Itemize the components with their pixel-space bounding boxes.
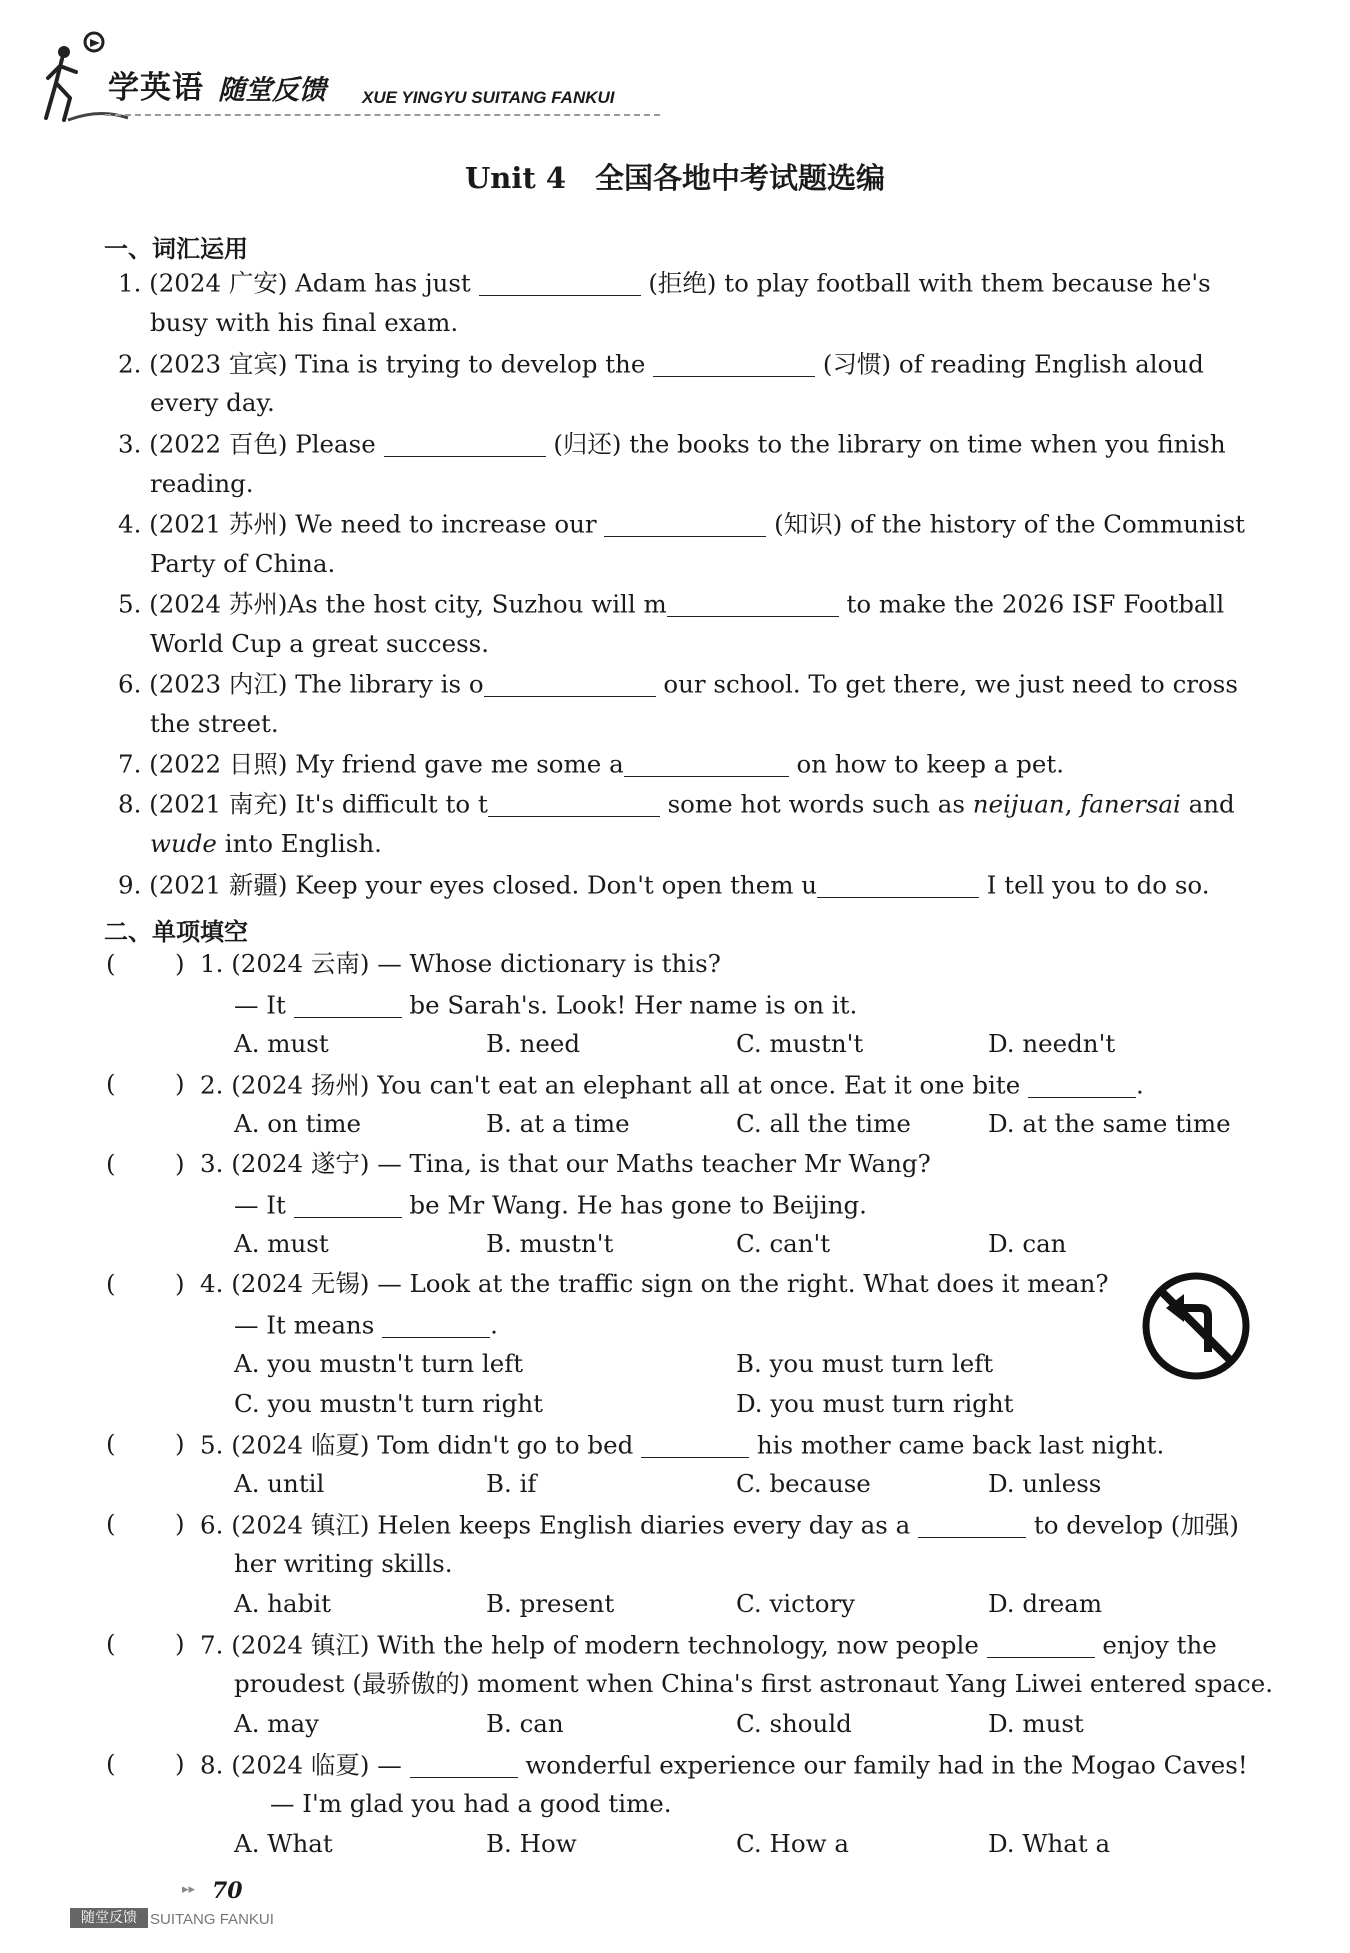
vocab-6-blank[interactable]	[484, 671, 656, 697]
mc-q7-line2: proudest (最骄傲的) moment when China's first astronaut Yang Liwei entered space.	[234, 1669, 1274, 1698]
vocab-1-text-b: (拒绝) to play football with them because he's	[648, 268, 1211, 298]
mc-q3-stem-text: (2024 遂宁) — Tina, is that our Maths teacher Mr Wang?	[231, 1149, 931, 1178]
mc-q1-line2	[234, 992, 857, 1018]
answer-paren-close-5: )	[175, 1429, 185, 1458]
mc-q3-num: 3.	[200, 1149, 224, 1178]
vocab-item-2	[118, 351, 1204, 377]
vocab-3-text-a: 3. (2022 百色) Please	[118, 429, 376, 459]
vocab-8-line2-text: into English.	[224, 829, 382, 858]
header-divider	[105, 114, 660, 116]
vocab-8-text-b: some hot words such as	[667, 789, 965, 819]
vocab-4-text-a: 4. (2021 苏州) We need to increase our	[118, 509, 597, 539]
mc-q7-option-b[interactable]: B. can	[486, 1709, 564, 1738]
vocab-item-8	[118, 791, 1235, 817]
header-title-cn: 学英语	[108, 70, 204, 106]
mc-q1-l2a: — It	[234, 990, 286, 1020]
mc-q2-blank[interactable]	[1028, 1072, 1136, 1098]
answer-paren-close-1: )	[175, 949, 185, 978]
vocab-item-7	[118, 751, 1064, 777]
mc-q8-blank[interactable]	[410, 1752, 518, 1778]
no-left-turn-sign-icon	[1142, 1272, 1250, 1380]
mc-q1-option-c[interactable]: C. mustn't	[736, 1029, 864, 1058]
answer-paren-open-5: (	[106, 1429, 116, 1458]
vocab-item-5	[118, 591, 1224, 617]
mc-q7-stem-b: enjoy the	[1102, 1630, 1217, 1660]
mc-q3-l2a: — It	[234, 1190, 286, 1220]
vocab-7-text-a: 7. (2022 日照) My friend gave me some a	[118, 749, 624, 779]
vocab-8-blank[interactable]	[488, 791, 660, 817]
vocab-1-blank[interactable]	[479, 270, 641, 296]
mc-q6-option-a[interactable]: A. habit	[234, 1589, 332, 1618]
vocab-9-blank[interactable]	[817, 872, 979, 898]
vocab-8-text-a: 8. (2021 南充) It's difficult to t	[118, 789, 488, 819]
mc-q1-num: 1.	[200, 949, 224, 978]
mc-q8-option-c[interactable]: C. How a	[736, 1829, 849, 1858]
mc-q4-option-a[interactable]: A. you mustn't turn left	[234, 1349, 524, 1378]
vocab-8-word-3: wude	[150, 829, 217, 858]
mc-q4-option-c[interactable]: C. you mustn't turn right	[234, 1389, 543, 1418]
answer-paren-open-8: (	[106, 1749, 116, 1778]
mc-q3-option-a[interactable]: A. must	[234, 1229, 329, 1258]
mc-q2-option-d[interactable]: D. at the same time	[988, 1109, 1231, 1138]
mc-q3-blank[interactable]	[294, 1192, 402, 1218]
vocab-2-line2: every day.	[150, 388, 275, 417]
header-subtitle-cn: 随堂反馈	[218, 75, 326, 106]
vocab-3-blank[interactable]	[384, 431, 546, 457]
mc-q2-option-a[interactable]: A. on time	[234, 1109, 361, 1138]
vocab-5-text-a: 5. (2024 苏州)As the host city, Suzhou will m	[118, 589, 667, 619]
vocab-5-blank[interactable]	[667, 591, 839, 617]
mc-q6-stem	[200, 1512, 1239, 1538]
mc-q6-stem-text: (2024 镇江) Helen keeps English diaries every day as a	[231, 1510, 911, 1540]
footer-label-en: SUITANG FANKUI	[150, 1911, 274, 1928]
vocab-3-text-b: (归还) the books to the library on time when you finish	[553, 429, 1226, 459]
mc-q5-option-b[interactable]: B. if	[486, 1469, 537, 1498]
mc-q1-stem	[200, 949, 721, 978]
mc-q6-blank[interactable]	[918, 1512, 1026, 1538]
mc-q8-stem	[200, 1752, 1248, 1778]
mc-q7-stem	[200, 1632, 1217, 1658]
mc-q8-option-a[interactable]: A. What	[234, 1829, 333, 1858]
answer-paren-close-4: )	[175, 1269, 185, 1298]
mc-q2-stem-text: (2024 扬州) You can't eat an elephant all at once. Eat it one bite	[231, 1070, 1021, 1100]
mc-q5-option-d[interactable]: D. unless	[988, 1469, 1102, 1498]
vocab-6-text-a: 6. (2023 内江) The library is o	[118, 669, 484, 699]
mc-q3-stem	[200, 1149, 931, 1178]
vocab-8-word-2: fanersai	[1080, 789, 1181, 819]
mc-q3-option-d[interactable]: D. can	[988, 1229, 1067, 1258]
mc-q3-option-c[interactable]: C. can't	[736, 1229, 831, 1258]
page-header	[40, 22, 660, 132]
answer-paren-close-6: )	[175, 1509, 185, 1538]
mc-q3-option-b[interactable]: B. mustn't	[486, 1229, 614, 1258]
mc-q8-stem-text: (2024 临夏) —	[231, 1750, 402, 1780]
vocab-2-blank[interactable]	[653, 351, 815, 377]
vocab-8-sep: ,	[1064, 789, 1081, 819]
mc-q5-stem-b: his mother came back last night.	[756, 1430, 1165, 1460]
mc-q6-option-c[interactable]: C. victory	[736, 1589, 855, 1618]
mc-q7-blank[interactable]	[987, 1632, 1095, 1658]
mc-q6-line2: her writing skills.	[234, 1549, 453, 1578]
answer-paren-open-7: (	[106, 1629, 116, 1658]
mc-q8-option-d[interactable]: D. What a	[988, 1829, 1111, 1858]
vocab-9-text-b: I tell you to do so.	[986, 870, 1210, 900]
answer-paren-close-3: )	[175, 1149, 185, 1178]
mc-q4-stem-text: (2024 无锡) — Look at the traffic sign on the right. What does it mean?	[231, 1269, 1109, 1298]
mc-q7-num: 7.	[200, 1630, 224, 1660]
mc-q6-option-b[interactable]: B. present	[486, 1589, 615, 1618]
vocab-8-and: and	[1188, 789, 1235, 819]
vocab-item-3	[118, 431, 1226, 457]
vocab-2-text-a: 2. (2023 宜宾) Tina is trying to develop the	[118, 349, 646, 379]
mc-q1-option-a[interactable]: A. must	[234, 1029, 329, 1058]
mc-q5-stem	[200, 1432, 1164, 1458]
vocab-1-text-a: 1. (2024 广安) Adam has just	[118, 268, 471, 298]
mc-q8-option-b[interactable]: B. How	[486, 1829, 577, 1858]
answer-paren-open-4: (	[106, 1269, 116, 1298]
footer-tag: 随堂反馈	[70, 1908, 148, 1928]
vocab-8-line2	[150, 829, 382, 858]
mc-q3-l2b: be Mr Wang. He has gone to Beijing.	[409, 1190, 867, 1220]
mc-q1-l2b: be Sarah's. Look! Her name is on it.	[409, 990, 858, 1020]
mc-q2-option-b[interactable]: B. at a time	[486, 1109, 630, 1138]
mc-q5-blank[interactable]	[641, 1432, 749, 1458]
answer-paren-open-2: (	[106, 1069, 116, 1098]
answer-paren-open-3: (	[106, 1149, 116, 1178]
mc-q1-option-d[interactable]: D. needn't	[988, 1029, 1116, 1058]
mc-q4-l2b: .	[490, 1310, 498, 1340]
vocab-4-line2: Party of China.	[150, 549, 336, 578]
mc-q1-stem-text: (2024 云南) — Whose dictionary is this?	[231, 949, 721, 978]
mc-q4-blank[interactable]	[382, 1312, 490, 1338]
mc-q5-option-c[interactable]: C. because	[736, 1469, 871, 1498]
mc-q2-end: .	[1136, 1070, 1144, 1100]
header-subtitle-en: XUE YINGYU SUITANG FANKUI	[362, 88, 615, 107]
page-title: Unit 4 全国各地中考试题选编	[464, 161, 886, 195]
mc-q4-option-b[interactable]: B. you must turn left	[736, 1349, 994, 1378]
vocab-item-1	[118, 270, 1211, 296]
mc-q4-l2a: — It means	[234, 1310, 375, 1340]
vocab-item-9	[118, 872, 1210, 898]
footer-arrows-icon: ▸▸	[182, 1882, 196, 1897]
answer-paren-close-2: )	[175, 1069, 185, 1098]
vocab-9-text-a: 9. (2021 新疆) Keep your eyes closed. Don't open them u	[118, 870, 817, 900]
mc-q6-option-d[interactable]: D. dream	[988, 1589, 1103, 1618]
mc-q4-option-d[interactable]: D. you must turn right	[736, 1389, 1014, 1418]
mc-q6-stem-b: to develop (加强)	[1033, 1510, 1239, 1540]
mc-q8-num: 8.	[200, 1750, 224, 1780]
mc-q7-option-a[interactable]: A. may	[234, 1709, 319, 1738]
mc-q7-option-d[interactable]: D. must	[988, 1709, 1084, 1738]
vocab-1-line2: busy with his final exam.	[150, 308, 459, 337]
answer-paren-close-7: )	[175, 1629, 185, 1658]
mc-q8-line2: — I'm glad you had a good time.	[270, 1789, 672, 1818]
section1-heading: 一、词汇运用	[104, 235, 248, 263]
mc-q1-option-b[interactable]: B. need	[486, 1029, 581, 1058]
vocab-5-line2: World Cup a great success.	[150, 629, 490, 658]
vocab-6-line2: the street.	[150, 709, 279, 738]
vocab-4-text-b: (知识) of the history of the Communist	[774, 509, 1246, 539]
mc-q1-blank[interactable]	[294, 992, 402, 1018]
vocab-6-text-b: our school. To get there, we just need to cross	[663, 669, 1238, 699]
mc-q4-line2	[234, 1312, 498, 1338]
mc-q4-num: 4.	[200, 1269, 224, 1298]
mc-q5-stem-text: (2024 临夏) Tom didn't go to bed	[231, 1430, 634, 1460]
vocab-7-blank[interactable]	[624, 751, 789, 777]
mc-q2-stem	[200, 1072, 1144, 1098]
mc-q6-num: 6.	[200, 1510, 224, 1540]
mc-q5-num: 5.	[200, 1430, 224, 1460]
mc-q3-line2	[234, 1192, 867, 1218]
answer-paren-open-6: (	[106, 1509, 116, 1538]
vocab-3-line2: reading.	[150, 469, 254, 498]
vocab-item-6	[118, 671, 1238, 697]
mc-q4-stem	[200, 1269, 1109, 1298]
mc-q7-option-c[interactable]: C. should	[736, 1709, 852, 1738]
vocab-4-blank[interactable]	[604, 511, 766, 537]
section2-heading: 二、单项填空	[104, 918, 248, 946]
vocab-5-text-b: to make the 2026 ISF Football	[846, 589, 1225, 619]
mc-q2-num: 2.	[200, 1070, 224, 1100]
mc-q7-stem-text: (2024 镇江) With the help of modern technology, now people	[231, 1630, 979, 1660]
mc-q5-option-a[interactable]: A. until	[234, 1469, 325, 1498]
mc-q2-option-c[interactable]: C. all the time	[736, 1109, 911, 1138]
vocab-2-text-b: (习惯) of reading English aloud	[822, 349, 1204, 379]
vocab-item-4	[118, 511, 1245, 537]
answer-paren-open-1: (	[106, 949, 116, 978]
vocab-8-word-1: neijuan	[972, 789, 1065, 819]
mc-q8-stem-b: wonderful experience our family had in the Mogao Caves!	[525, 1750, 1248, 1780]
vocab-7-text-b: on how to keep a pet.	[796, 749, 1064, 779]
answer-paren-close-8: )	[175, 1749, 185, 1778]
page-number: 70	[212, 1878, 243, 1904]
